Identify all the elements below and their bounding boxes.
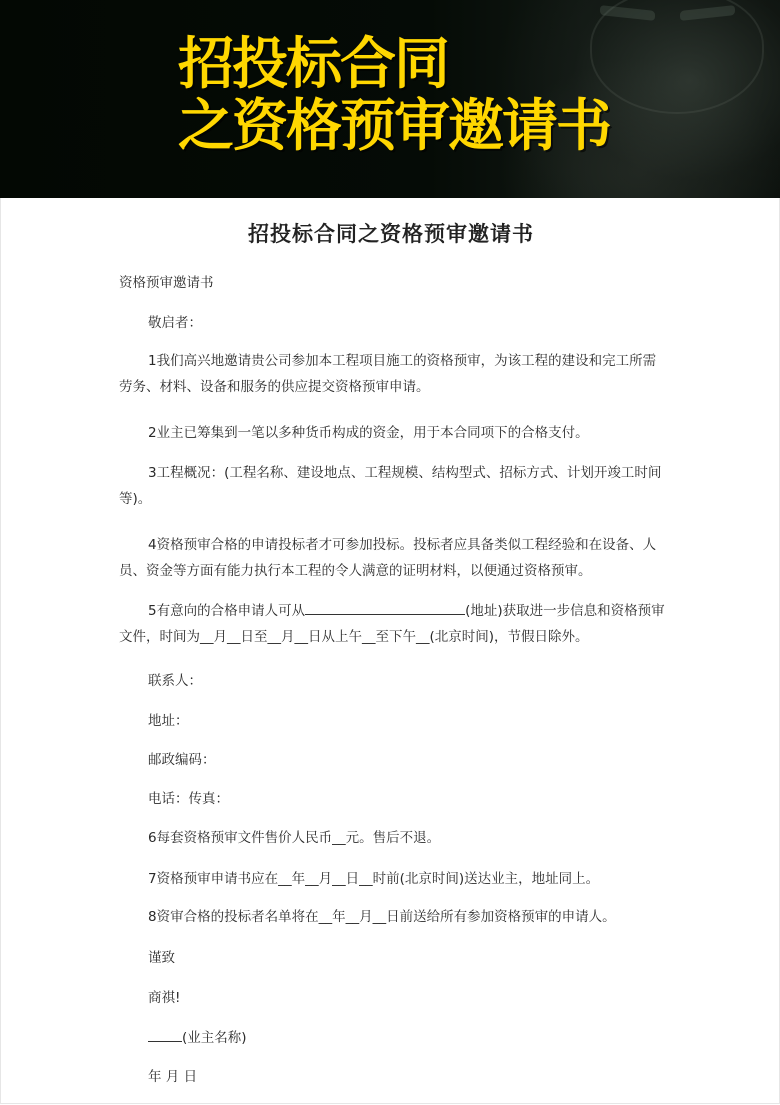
clause-8: 8资审合格的投标者名单将在__年__月__日前送给所有参加资格预审的申请人。	[148, 909, 616, 925]
document-body	[0, 198, 780, 1104]
postal-code-label: 邮政编码：	[148, 752, 216, 768]
closing-1: 谨致	[148, 950, 175, 966]
clause-7: 7资格预审申请书应在__年__月__日__时前(北京时间)送达业主，地址同上。	[148, 871, 600, 887]
banner-title-line-2: 之资格预审邀请书	[178, 94, 610, 159]
phone-fax-label: 电话：传真：	[148, 791, 229, 807]
clause-2: 2业主已筹集到一笔以多种货币构成的资金，用于本合同项下的合格支付。	[148, 425, 589, 441]
closing-2: 商祺!	[148, 990, 181, 1006]
banner-title-line-1: 招投标合同	[178, 32, 448, 97]
clause-4: 4资格预审合格的申请投标者才可参加投标。投标者应具备类似工程经验和在设备、人员、资金等方面有能力执行本工程的令人满意的证明材料，以便通过资格预审。	[119, 537, 657, 579]
document-title: 招投标合同之资格预审邀请书	[248, 221, 534, 246]
address-blank	[305, 600, 465, 615]
address-label: 地址：	[148, 713, 189, 729]
date-line: 年 月 日	[148, 1069, 198, 1085]
document-subtitle: 资格预审邀请书	[119, 275, 214, 291]
salutation: 敬启者：	[148, 315, 202, 331]
clause-5	[119, 598, 667, 650]
clause-6: 6每套资格预审文件售价人民币__元。售后不退。	[148, 830, 441, 846]
banner-title	[178, 34, 610, 158]
clause-1: 1我们高兴地邀请贵公司参加本工程项目施工的资格预审，为该工程的建设和完工所需劳务、材料、设备和服务的供应提交资格预审申请。	[119, 353, 657, 395]
contact-person-label: 联系人：	[148, 673, 202, 689]
clause-5-after: (地址)获取进一步信息和资格预审文件，时间为__月__日至__月__日从上午__至下午__(北京时间)，节假日除外。	[119, 603, 665, 645]
helmet-illustration	[590, 0, 764, 114]
header-banner	[0, 0, 780, 198]
owner-name-label: (业主名称)	[182, 1030, 247, 1046]
clause-5-before: 5有意向的合格申请人可从	[148, 603, 306, 619]
clause-3: 3工程概况：(工程名称、建设地点、工程规模、结构型式、招标方式、计划开竣工时间等)。	[119, 465, 662, 507]
owner-name-blank	[148, 1027, 182, 1042]
owner-signature	[119, 1025, 667, 1051]
